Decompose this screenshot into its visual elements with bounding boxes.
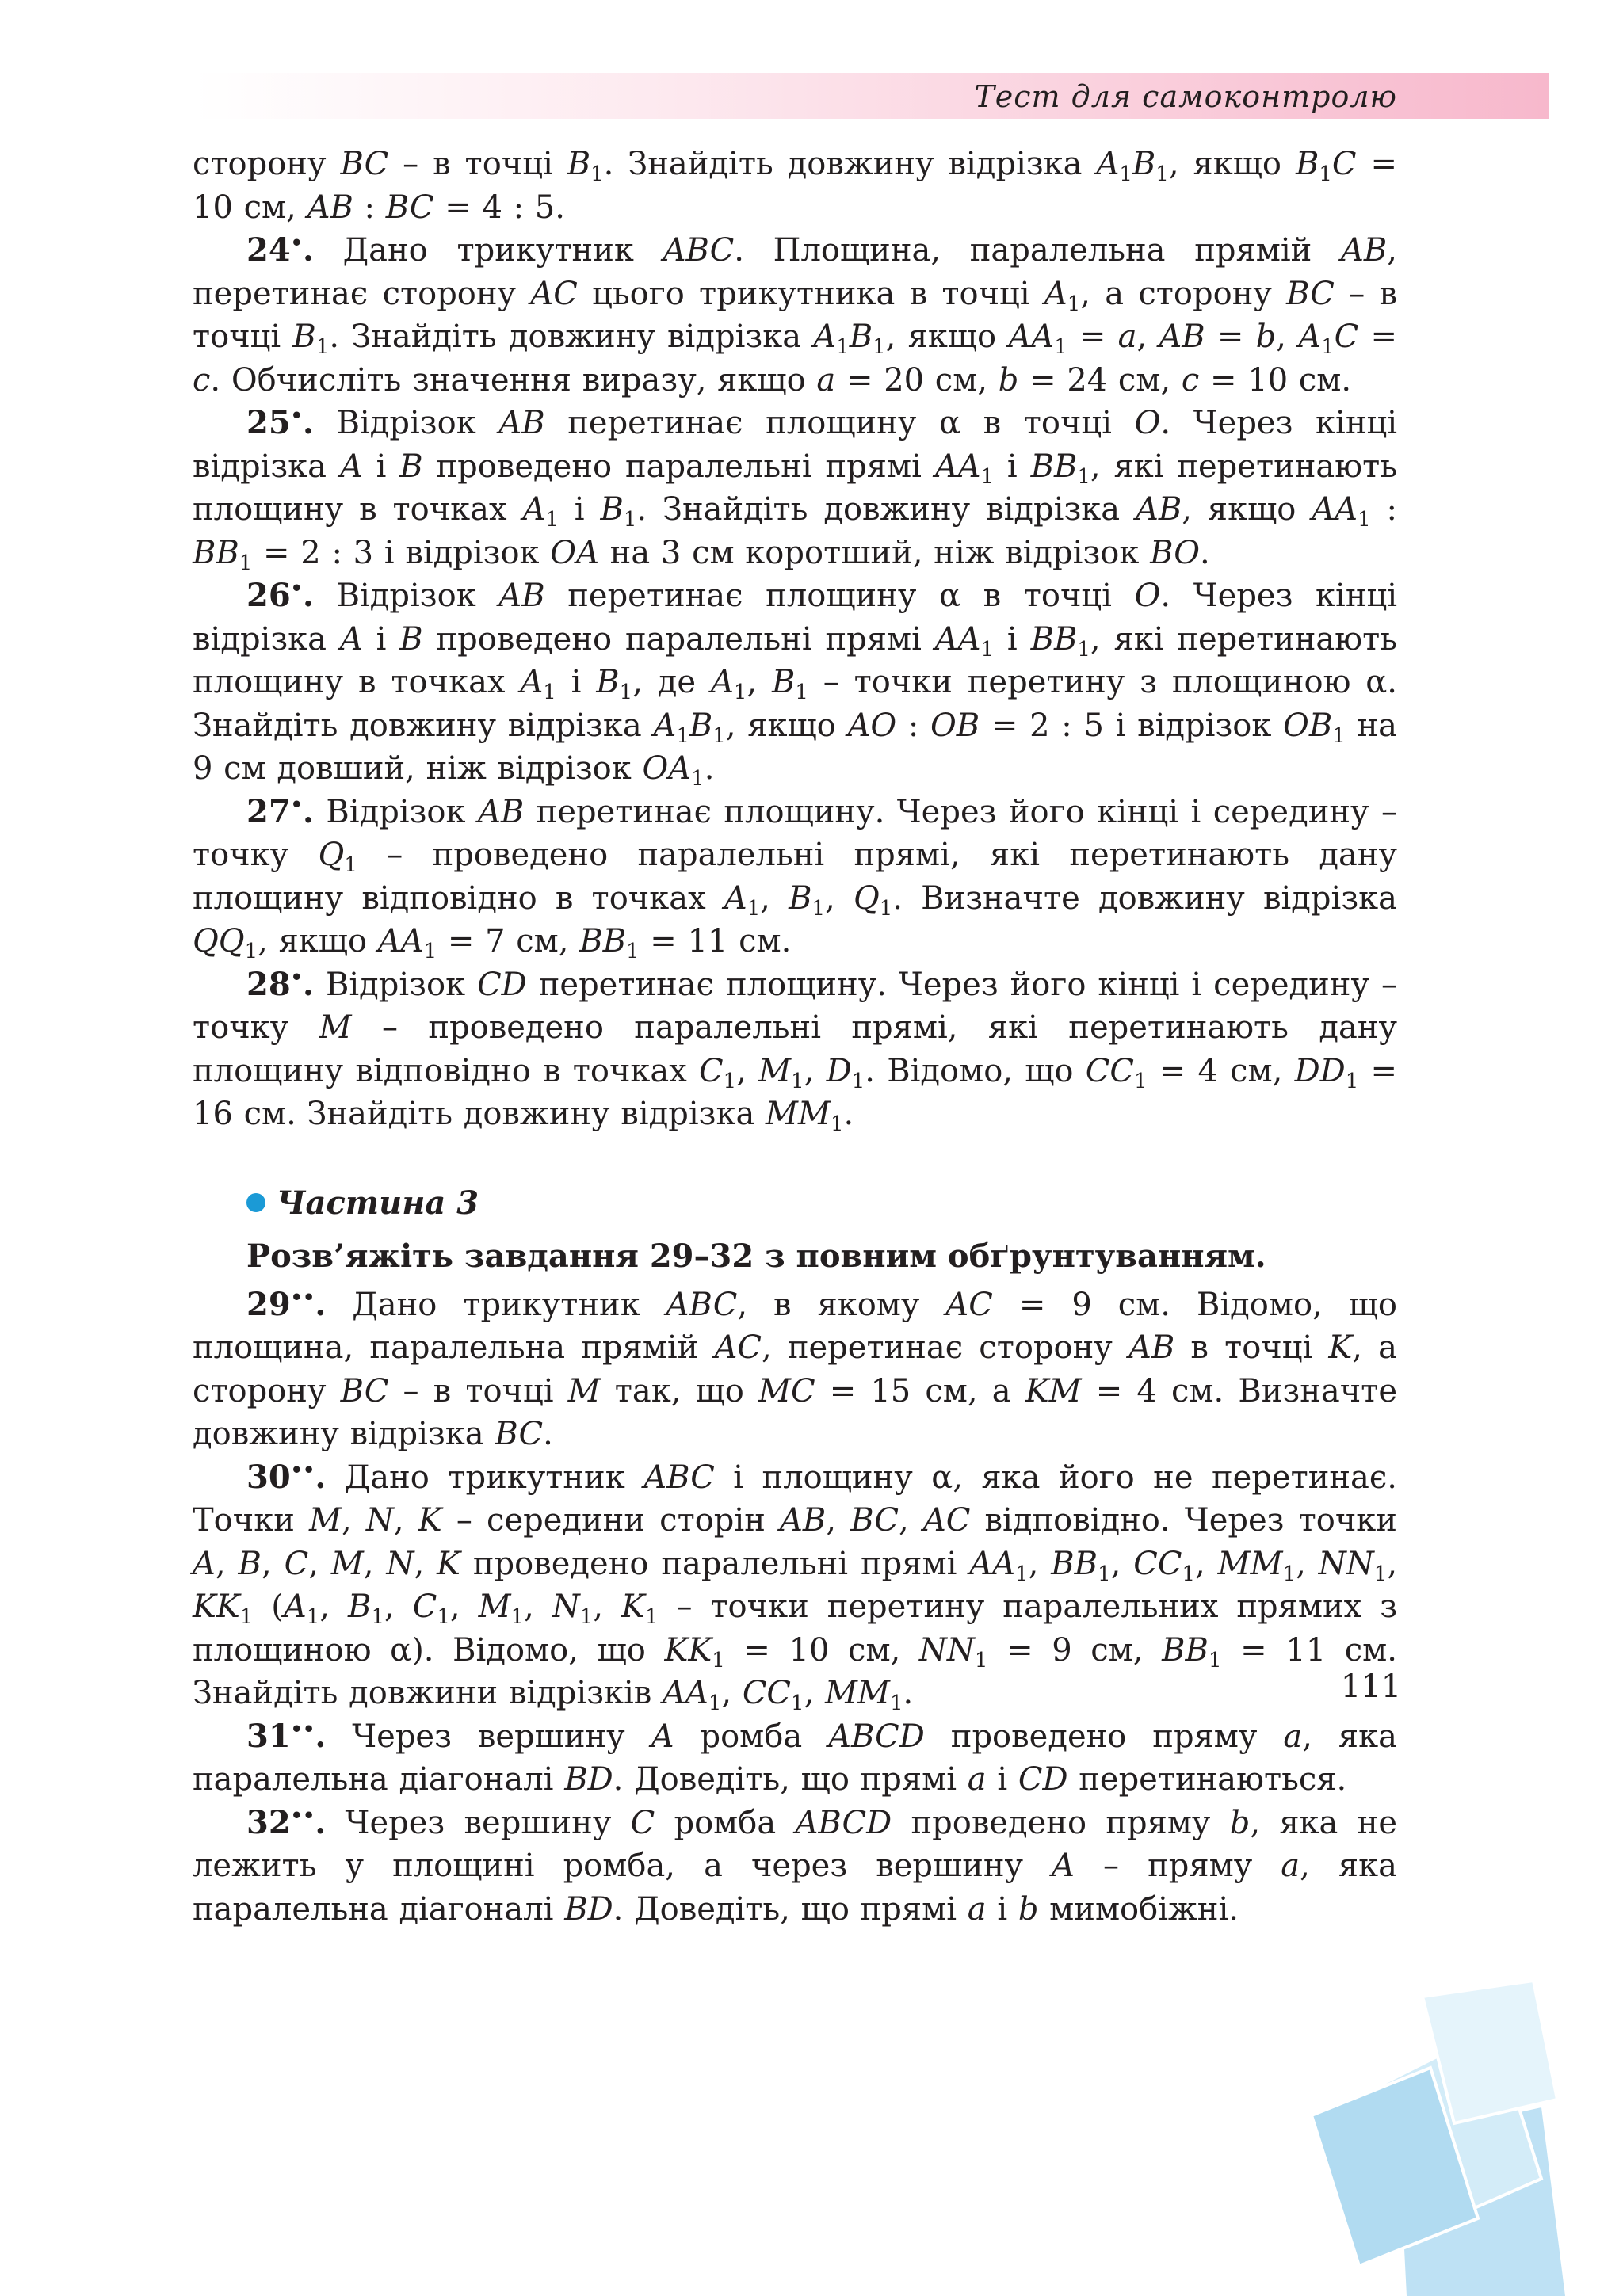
section-bullet-icon [246,1193,265,1212]
problem-30: 30••. Дано трикутник ABC і площину α, яка його не перетинає. Точки M, N, K – середини сторін AB, BC, AC відповідно. Через точки A, B, C, M, N, K проведено паралельні прямі $AA_1$, $BB_1$, $CC_1$, $MM_1$, $NN_1$, $KK_1$ ($A_1$, $B_1$, $C_1$, $M_1$, $N_1$, $K_1$ – точки перетину паралельних прямих з площиною α). Відомо, що $KK_1 = 10$ см, $NN_1 = 9$ см, $BB_1 = 11$ см. Знайдіть довжини відрізків $AA_1$, $CC_1$, $MM_1$. [193,1458,1398,1715]
running-header-title: Тест для самоконтролю [974,79,1397,114]
problem-number: 24•. [246,231,314,269]
section-instruction: Розв’яжіть завдання 29–32 з повним обґрунтуванням. [246,1237,1266,1275]
problem-23-continuation: сторону BC – в точці $B_1$. Знайдіть довжину відрізка $A_1B_1$, якщо $B_1C = 10$ см, AB : BC = 4 : 5. [193,146,1397,226]
problem-28: 28•. Відрізок CD перетинає площину. Через його кінці і середину – точку M – проведено паралельні прямі, які перетинають дану площину відповідно в точках $C_1$, $M_1$, $D_1$. Відомо, що $CC_1 = 4$ см, $DD_1 = 16$ см. Знайдіть довжину відрізка $MM_1$. [193,965,1398,1136]
problem-number: 27•. [246,792,314,830]
problem-31: 31••. Через вершину A ромба ABCD проведено пряму a, яка паралельна діагоналі BD. Доведіть, що прямі a і CD перетинаються. [193,1717,1397,1798]
problem-number: 31••. [246,1717,327,1755]
problem-24: 24•. Дано трикутник ABC. Площина, паралельна прямій AB, перетинає сторону AC цього трикутника в точці $A_1$, а сторону BC – в точці $B_1$. Знайдіть довжину відрізка $A_1B_1$, якщо $AA_1 = a$, AB = b, $A_1C = c$. Обчисліть значення виразу, якщо a = 20 см, b = 24 см, c = 10 см. [193,231,1398,399]
problem-number: 32••. [246,1803,327,1841]
problem-number: 25•. [246,404,314,441]
section-spacer [193,1136,1397,1182]
problem-number: 26•. [246,577,314,614]
problem-number: 30••. [246,1458,327,1496]
page-number: 111 [1340,1669,1402,1705]
problem-29: 29••. Дано трикутник ABC, в якому AC = 9 см. Відомо, що площина, паралельна прямій AC, перетинає сторону AB в точці K, а сторону BC – в точці M так, що MC = 15 см, а KM = 4 см. Визначте довжину відрізка BC. [193,1285,1398,1452]
problem-26: 26•. Відрізок AB перетинає площину α в точці O. Через кінці відрізка A і B проведено паралельні прямі $AA_1$ і $BB_1$, які перетинають площину в точках $A_1$ і $B_1$, де $A_1$, $B_1$ – точки перетину з площиною α. Знайдіть довжину відрізка $A_1B_1$, якщо AO : OB = 2 : 5 і відрізок $OB_1$ на 9 см довший, ніж відрізок $OA_1$. [193,577,1398,791]
problem-number: 29••. [246,1285,327,1323]
problem-27: 27•. Відрізок AB перетинає площину. Через його кінці і середину – точку $Q_1$ – проведено паралельні прямі, які перетинають дану площину відповідно в точках $A_1$, $B_1$, $Q_1$. Визначте довжину відрізка $QQ_1$, якщо $AA_1 = 7$ см, $BB_1 = 11$ см. [193,792,1398,963]
corner-decoration [1304,1981,1565,2296]
section-heading: Частина 3 [246,1182,1397,1225]
page-content [193,143,1397,1931]
problem-number: 28•. [246,965,314,1003]
problem-25: 25•. Відрізок AB перетинає площину α в точці O. Через кінці відрізка A і B проведено паралельні прямі $AA_1$ і $BB_1$, які перетинають площину в точках $A_1$ і $B_1$. Знайдіть довжину відрізка AB, якщо $AA_1$ : $BB_1 = 2$ : 3 і відрізок OA на 3 см коротший, ніж відрізок BO. [193,404,1398,575]
problem-32: 32••. Через вершину C ромба ABCD проведено пряму b, яка не лежить у площині ромба, а через вершину A – пряму a, яка паралельна діагоналі BD. Доведіть, що прямі a і b мимобіжні. [193,1803,1398,1928]
